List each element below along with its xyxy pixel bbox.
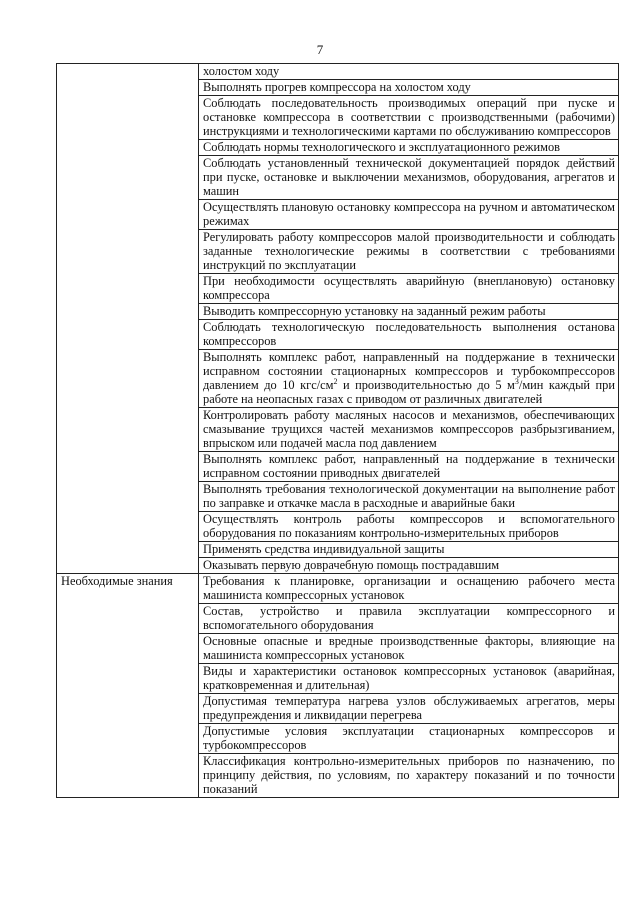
skill-text: и производительностью до 5 м xyxy=(337,378,515,392)
skill-item: Осуществлять контроль работы компрессоров и вспомогательного оборудования по показаниям контрольно-измерительных приборов xyxy=(199,512,619,542)
skill-item: Соблюдать нормы технологического и эксплуатационного режимов xyxy=(199,140,619,156)
skill-item: Выполнять требования технологической документации на выполнение работ по заправке и откачке масла в расходные и аварийные баки xyxy=(199,482,619,512)
skill-item: Контролировать работу масляных насосов и механизмов, обеспечивающих смазывание трущихся частей механизмов компрессоров разбрызгиванием, впрыском или подачей масла под давлением xyxy=(199,408,619,452)
skill-item: Применять средства индивидуальной защиты xyxy=(199,542,619,558)
page-number: 7 xyxy=(316,42,324,57)
knowledge-item: Классификация контрольно-измерительных приборов по назначению, по принципу действия, по условиям, по характеру показаний и по точности показаний xyxy=(199,754,619,798)
knowledge-item: Состав, устройство и правила эксплуатации компрессорного и вспомогательного оборудования xyxy=(199,604,619,634)
superscript: 3 xyxy=(514,376,519,386)
skill-item: При необходимости осуществлять аварийную (внеплановую) остановку компрессора xyxy=(199,274,619,304)
skill-item: Соблюдать технологическую последовательность выполнения останова компрессоров xyxy=(199,320,619,350)
skill-item: Регулировать работу компрессоров малой производительности и соблюдать заданные технологические режимы в соответствии с требованиями инструкций по эксплуатации xyxy=(199,230,619,274)
skill-text: Выполнять комплекс работ, направленный на поддержание в технически исправном состоянии стационарных компрессоров и турбокомпрессоров давлением до 10 кгс/см xyxy=(203,350,615,392)
skill-item: Выполнять комплекс работ, направленный на поддержание в технически исправном состоянии приводных двигателей xyxy=(199,452,619,482)
skill-text: /мин каждый при работе на неопасных газах с приводом от различных двигателей xyxy=(203,378,615,406)
skill-item: Соблюдать установленный технической документацией порядок действий при пуске, остановке и выключении механизмов, оборудования, агрегатов и машин xyxy=(199,156,619,200)
table-row xyxy=(57,64,619,80)
table-row xyxy=(57,574,619,604)
knowledge-item: Виды и характеристики остановок компрессорных установок (аварийная, кратковременная и длительная) xyxy=(199,664,619,694)
knowledge-item: Допустимая температура нагрева узлов обслуживаемых агрегатов, меры предупреждения и ликвидации перегрева xyxy=(199,694,619,724)
knowledge-item: Основные опасные и вредные производственные факторы, влияющие на машиниста компрессорных установок xyxy=(199,634,619,664)
knowledge-label: Необходимые знания xyxy=(57,574,199,798)
knowledge-item: Требования к планировке, организации и оснащению рабочего места машиниста компрессорных установок xyxy=(199,574,619,604)
skill-item: Оказывать первую доврачебную помощь пострадавшим xyxy=(199,558,619,574)
skills-label-cell xyxy=(57,64,199,574)
competency-table xyxy=(56,63,619,798)
skill-item: Соблюдать последовательность производимых операций при пуске и остановке компрессора в соответствии с производственными (рабочими) инструкциями и технологическими картами по обслуживанию компрессоров xyxy=(199,96,619,140)
skill-item: Осуществлять плановую остановку компрессора на ручном и автоматическом режимах xyxy=(199,200,619,230)
skill-item: Выполнять прогрев компрессора на холостом ходу xyxy=(199,80,619,96)
skill-item xyxy=(199,350,619,408)
skill-item: холостом ходу xyxy=(199,64,619,80)
skill-item: Выводить компрессорную установку на заданный режим работы xyxy=(199,304,619,320)
superscript: 2 xyxy=(333,376,338,386)
knowledge-item: Допустимые условия эксплуатации стационарных компрессоров и турбокомпрессоров xyxy=(199,724,619,754)
